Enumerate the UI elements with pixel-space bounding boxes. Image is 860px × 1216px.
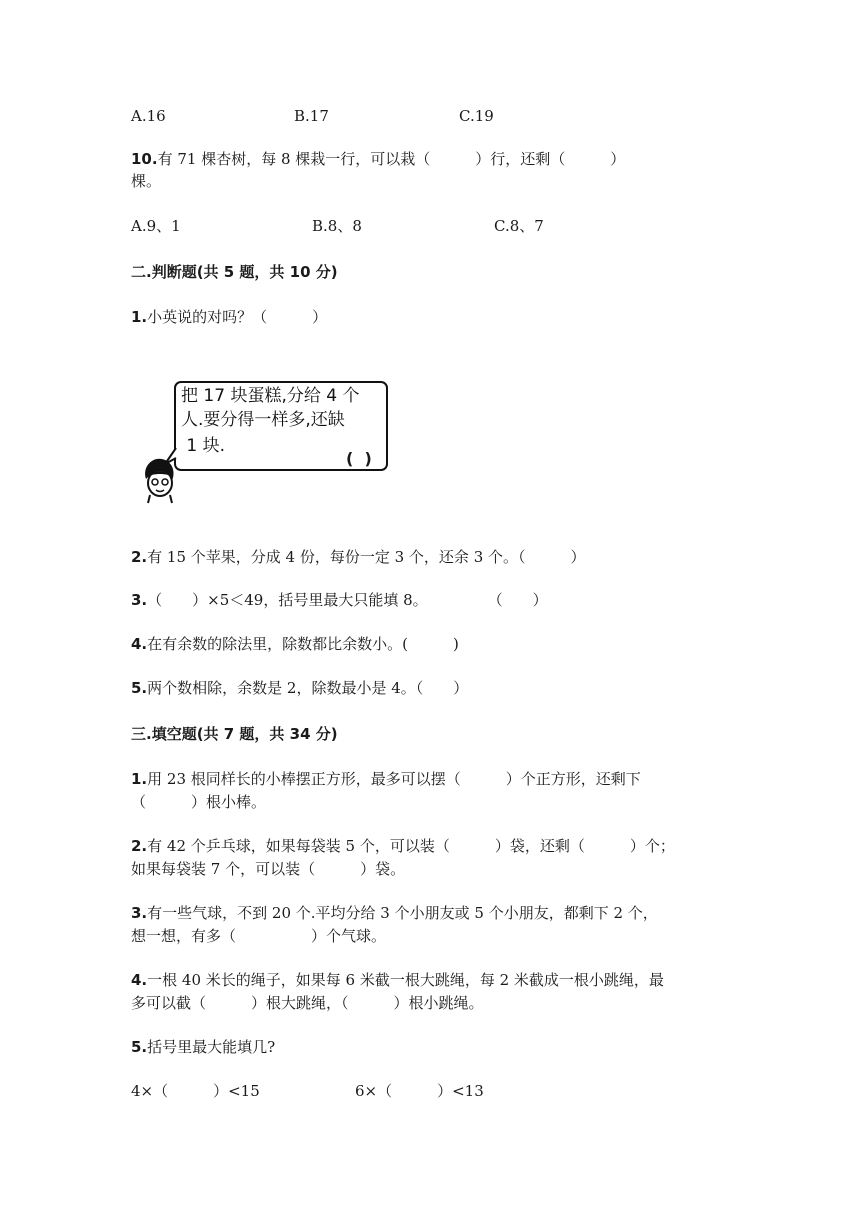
fill-3-text: 有一些气球，不到 20 个.平均分给 3 个小朋友或 5 个小朋友，都剩下 2 个， — [147, 904, 658, 922]
judge-4-number: 4. — [131, 635, 148, 653]
judge-1-number: 1. — [131, 308, 148, 326]
section3-title: 三.填空题(共 7 题，共 34 分) — [131, 725, 338, 743]
fill-3-line1 — [131, 902, 658, 924]
fill-2-line2: 如果每袋装 7 个，可以装（ ）袋。 — [131, 860, 406, 878]
judge-3-number: 3. — [131, 591, 148, 609]
judge-4 — [131, 633, 459, 655]
judge-4-text: 在有余数的除法里，除数都比余数小。( ) — [147, 635, 459, 653]
judge-3 — [131, 589, 548, 611]
judge-5-number: 5. — [131, 679, 148, 697]
bubble-line1: 把 17 块蛋糕,分给 4 个 — [181, 386, 360, 406]
fill-4-line2: 多可以截（ ）根大跳绳，（ ）根小跳绳。 — [131, 994, 484, 1012]
fill-2-text: 有 42 个乒乓球，如果每袋装 5 个，可以装（ ）袋，还剩（ ）个； — [147, 837, 675, 855]
judge-3-text: （ ）×5＜49，括号里最大只能填 8。 （ ） — [147, 591, 548, 609]
fill-3-line2: 想一想，有多（ ）个气球。 — [131, 927, 387, 945]
q5-expression-1: 4×（ ）<15 — [131, 1082, 260, 1100]
fill-3-number: 3. — [131, 904, 148, 922]
fill-5-number: 5. — [131, 1038, 148, 1056]
judge-2-number: 2. — [131, 548, 148, 566]
fill-4-text: 一根 40 米长的绳子，如果每 6 米截一根大跳绳，每 2 米截成一根小跳绳，最 — [147, 971, 664, 989]
bubble-tail — [163, 448, 177, 468]
fill-4-number: 4. — [131, 971, 148, 989]
q10-option-a: A.9、1 — [131, 217, 181, 235]
judge-2-text: 有 15 个苹果，分成 4 份，每份一定 3 个，还余 3 个。（ ） — [147, 548, 586, 566]
q10-line1 — [131, 148, 625, 170]
q9-option-b: B.17 — [294, 107, 329, 125]
q9-option-a: A.16 — [131, 107, 166, 125]
judge-2 — [131, 546, 586, 568]
fill-5-line1 — [131, 1036, 275, 1058]
section2-title: 二.判断题(共 5 题，共 10 分) — [131, 263, 338, 281]
judge-5-text: 两个数相除，余数是 2，除数最小是 4。（ ） — [147, 679, 469, 697]
fill-1-line2: （ ）根小棒。 — [131, 793, 267, 811]
bubble-line2: 人.要分得一样多,还缺 — [181, 410, 345, 430]
bubble-line3: 1 块. — [181, 436, 226, 456]
fill-1-line1 — [131, 768, 641, 790]
fill-4-line1 — [131, 969, 664, 991]
fill-1-number: 1. — [131, 770, 148, 788]
q5-expression-2: 6×（ ）<13 — [355, 1082, 484, 1100]
fill-5-text: 括号里最大能填几? — [147, 1038, 276, 1056]
q10-number: 10. — [131, 150, 158, 168]
q10-text: 有 71 棵杏树，每 8 棵栽一行，可以栽（ ）行，还剩（ ） — [157, 150, 626, 168]
judge-5 — [131, 677, 468, 699]
q10-option-b: B.8、8 — [312, 217, 362, 235]
bubble-answer-paren: ( ) — [346, 449, 372, 468]
fill-2-number: 2. — [131, 837, 148, 855]
speech-bubble — [174, 381, 388, 471]
fill-1-text: 用 23 根同样长的小棒摆正方形，最多可以摆（ ）个正方形，还剩下 — [147, 770, 641, 788]
q10-option-c: C.8、7 — [494, 217, 544, 235]
judge-1 — [131, 306, 327, 328]
fill-2-line1 — [131, 835, 675, 857]
q9-option-c: C.19 — [459, 107, 494, 125]
q10-line2: 棵。 — [131, 172, 162, 190]
judge-1-text: 小英说的对吗？（ ） — [147, 308, 328, 326]
